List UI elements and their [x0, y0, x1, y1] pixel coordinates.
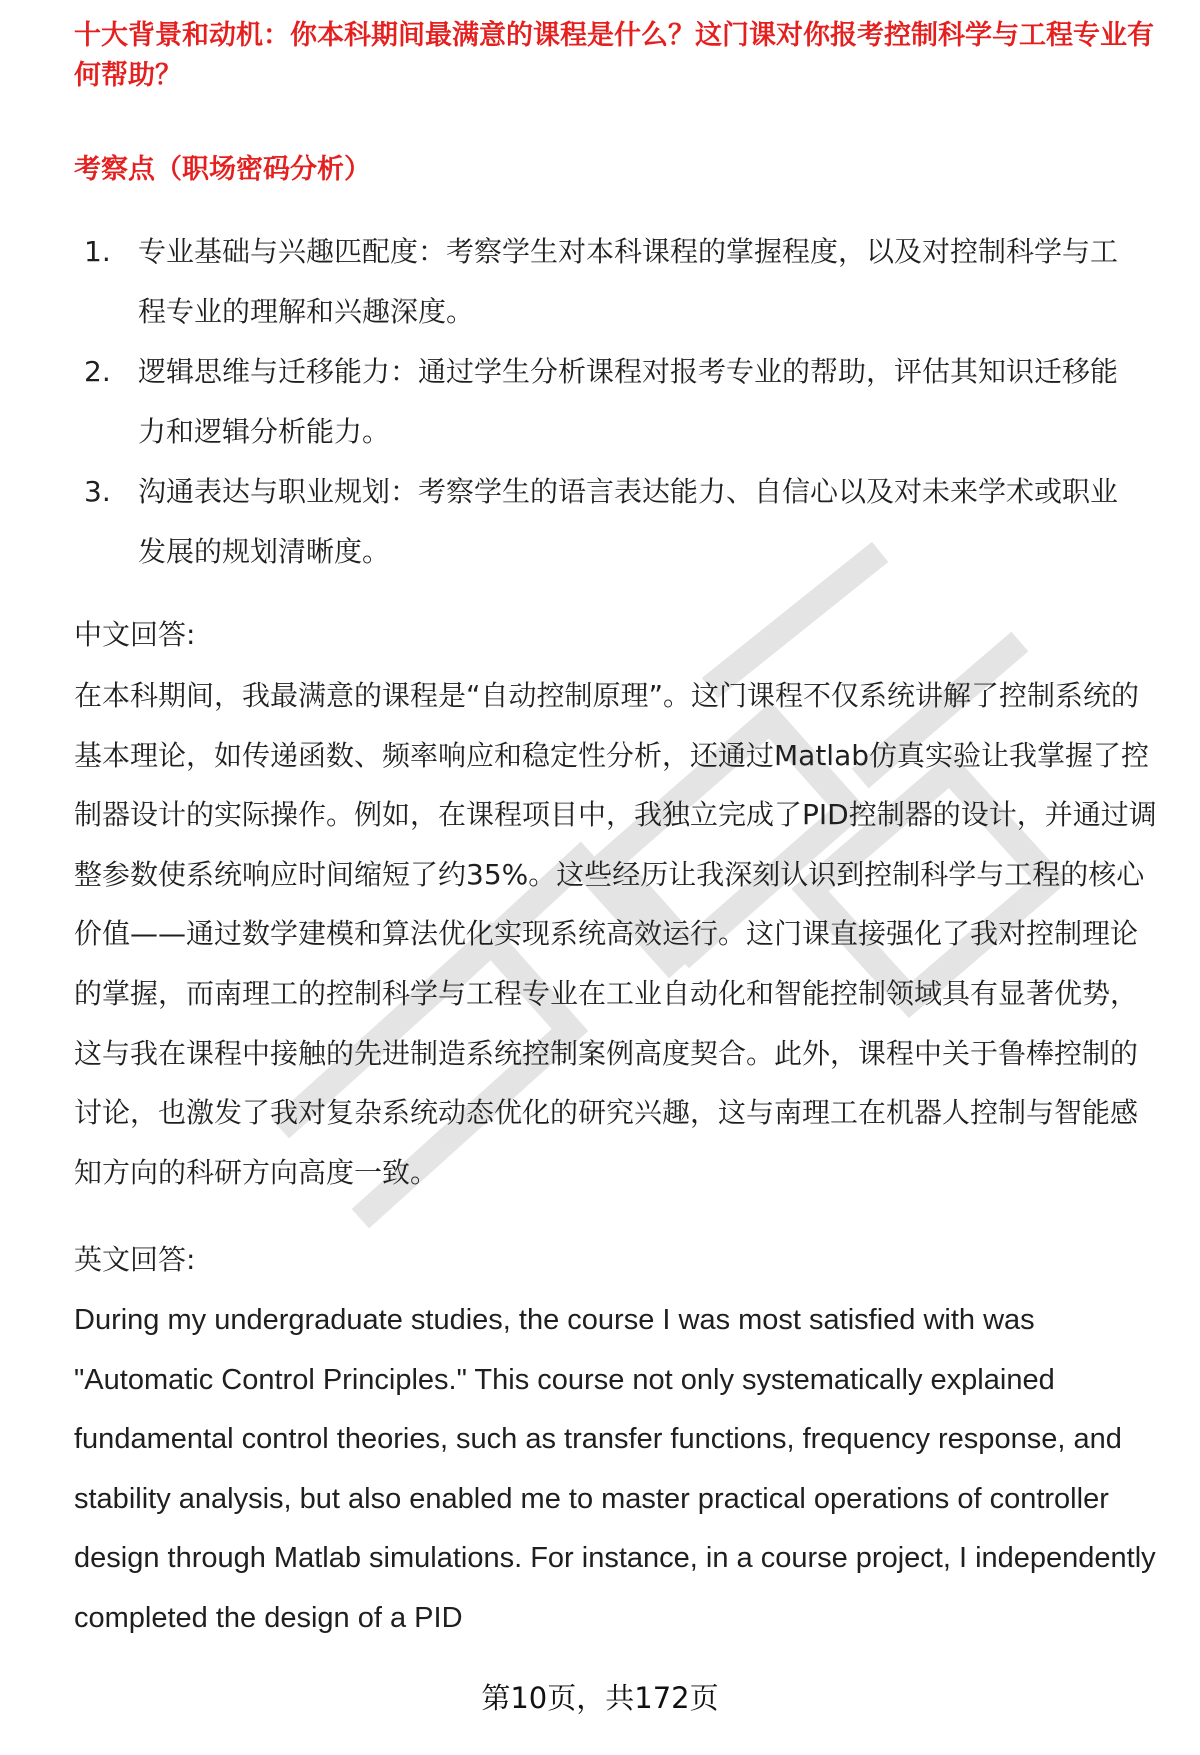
list-item-text: 沟通表达与职业规划：考察学生的语言表达能力、自信心以及对未来学术或职业发展的规划清晰度。	[138, 475, 1119, 568]
page-number-footer: 第10页，共172页	[481, 1681, 719, 1715]
list-item	[74, 222, 1154, 342]
list-item-number: 2.	[84, 355, 111, 388]
chinese-answer-label: 中文回答:	[74, 618, 196, 651]
english-answer-text: During my undergraduate studies, the course I was most satisfied with was "Automatic Control Principles." This course not only systematically explained fundamental control theories, such as transfer functions, frequency response, and stability analysis, but also enabled me to master practical operations of controller design through Matlab simulations. For instance, in a course project, I independently completed the design of a PID	[74, 1304, 1156, 1634]
list-item	[74, 462, 1154, 582]
question-title-text: 十大背景和动机：你本科期间最满意的课程是什么？这门课对你报考控制科学与工程专业有何帮助？	[74, 20, 1154, 91]
key-points-heading: 考察点（职场密码分析）	[74, 154, 371, 185]
list-item-number: 1.	[84, 235, 111, 268]
list-item-text: 专业基础与兴趣匹配度：考察学生对本科课程的掌握程度，以及对控制科学与工程专业的理解和兴趣深度。	[138, 235, 1119, 328]
question-title	[74, 20, 1154, 122]
chinese-answer-text: 在本科期间，我最满意的课程是“自动控制原理”。这门课程不仅系统讲解了控制系统的基本理论，如传递函数、频率响应和稳定性分析，还通过Matlab仿真实验让我掌握了控制器设计的实际操作。例如，在课程项目中，我独立完成了PID控制器的设计，并通过调整参数使系统响应时间缩短了约35%。这些经历让我深刻认识到控制科学与工程的核心价值——通过数学建模和算法优化实现系统高效运行。这门课直接强化了我对控制理论的掌握，而南理工的控制科学与工程专业在工业自动化和智能控制领域具有显著优势，这与我在课程中接触的先进制造系统控制案例高度契合。此外，课程中关于鲁棒控制的讨论，也激发了我对复杂系统动态优化的研究兴趣，这与南理工在机器人控制与智能感知方向的科研方向高度一致。	[74, 679, 1157, 1189]
english-answer-label: 英文回答:	[74, 1243, 196, 1276]
list-item-text: 逻辑思维与迁移能力：通过学生分析课程对报考专业的帮助，评估其知识迁移能力和逻辑分析能力。	[138, 355, 1119, 448]
key-points-list	[74, 222, 1154, 582]
list-item	[74, 342, 1154, 462]
list-item-number: 3.	[84, 475, 111, 508]
